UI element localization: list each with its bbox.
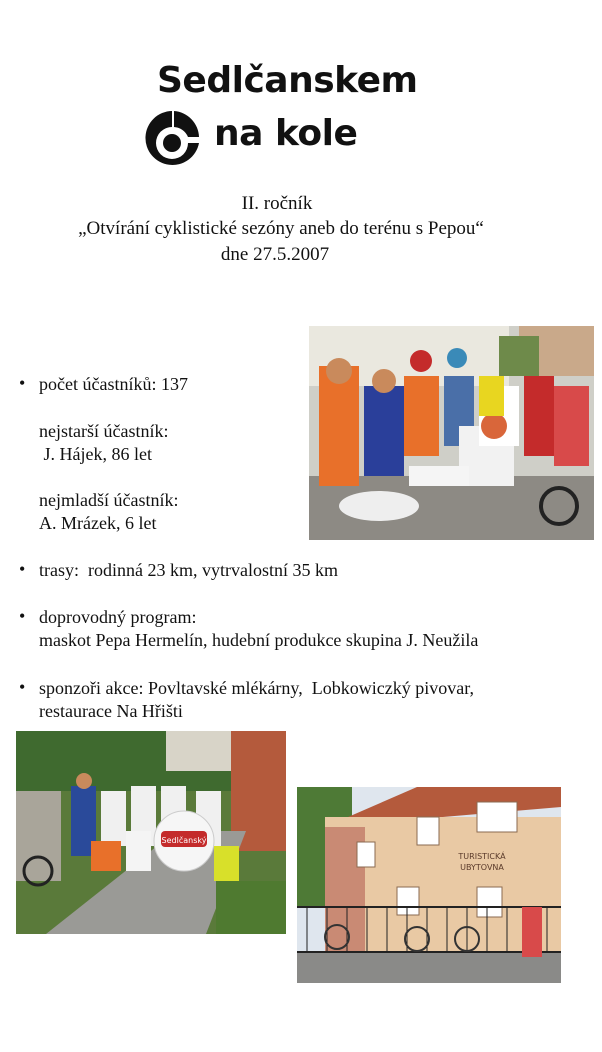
youngest-value: A. Mrázek, 6 let: [39, 513, 157, 533]
sponsors-line1: sponzoři akce: Povltavské mlékárny, Lobkowiczký pivovar,: [39, 678, 474, 698]
mascot-banner-text: Sedlčanský: [161, 836, 207, 845]
logo-title-line1: Sedlčanskem: [157, 60, 418, 101]
bullet-icon: •: [19, 559, 26, 579]
photo-hostel: [297, 787, 561, 983]
youngest-label: nejmladší účastník:: [39, 490, 179, 510]
bullet-icon: •: [19, 373, 26, 393]
hostel-sign-line2: UBYTOVNA: [460, 863, 504, 872]
program-label: doprovodný program:: [39, 607, 197, 627]
oldest-label: nejstarší účastník:: [39, 421, 169, 441]
photo-registration: [309, 326, 594, 540]
bullet-icon: •: [19, 677, 26, 697]
photo-mascot-group: [16, 731, 286, 934]
edition-heading: II. ročník: [241, 193, 313, 214]
sponsors-line2: restaurace Na Hřišti: [39, 701, 183, 721]
logo-title-line2: na kole: [214, 113, 358, 154]
event-date: dne 27.5.2007: [220, 244, 330, 265]
bullet-icon: •: [19, 606, 26, 626]
routes: trasy: rodinná 23 km, vytrvalostní 35 km: [39, 560, 338, 580]
program-value: maskot Pepa Hermelín, hudební produkce skupina J. Neužila: [39, 630, 479, 650]
participants-count: počet účastníků: 137: [39, 374, 188, 394]
logo-cyclist-icon: [140, 107, 204, 169]
event-title: „Otvírání cyklistické sezóny aneb do terénu s Pepou“: [78, 218, 484, 239]
hostel-sign-line1: TURISTICKÁ: [458, 852, 506, 861]
oldest-value: J. Hájek, 86 let: [39, 444, 152, 464]
